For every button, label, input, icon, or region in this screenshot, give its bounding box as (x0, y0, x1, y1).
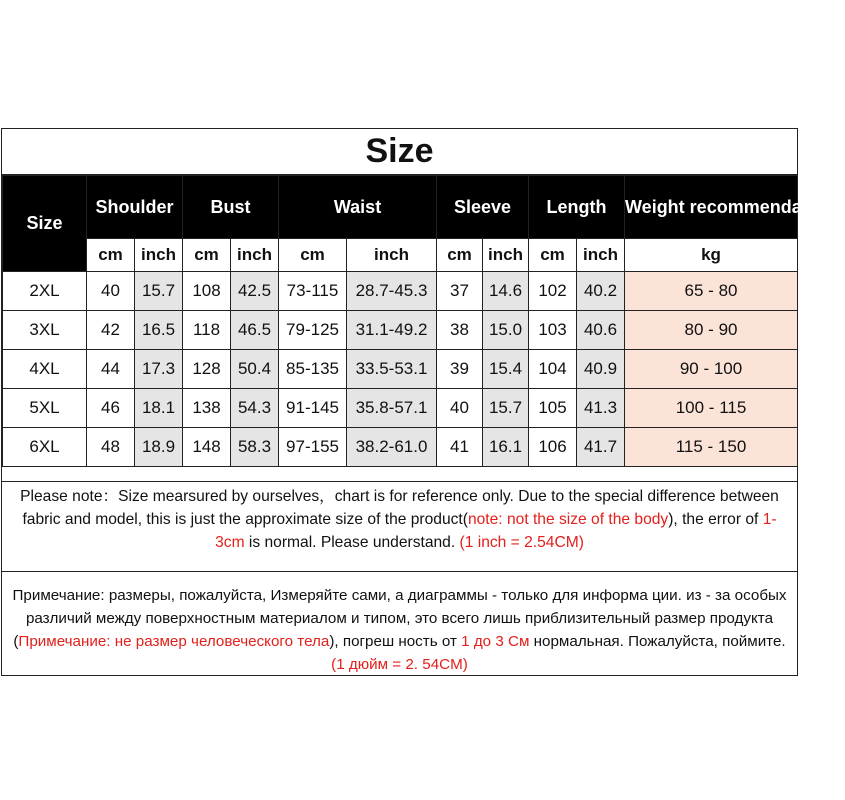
header-length: Length (529, 176, 625, 239)
weight-kg-cell: 90 - 100 (625, 350, 798, 389)
weight-kg-cell: 80 - 90 (625, 311, 798, 350)
waist-inch-cell: 28.7-45.3 (347, 272, 437, 311)
note-highlight: 1-3cm (215, 511, 777, 551)
length-inch-cell: 40.2 (577, 272, 625, 311)
russian-note (2, 571, 797, 675)
waist-inch-cell: 33.5-53.1 (347, 350, 437, 389)
size-cell: 3XL (3, 311, 87, 350)
waist-inch-cell: 35.8-57.1 (347, 389, 437, 428)
english-note (2, 481, 797, 583)
shoulder-cm-cell: 42 (87, 311, 135, 350)
header-weight: Weight recommendations (625, 176, 798, 239)
size-chart (1, 128, 845, 676)
note-highlight: (1 inch = 2.54CM) (459, 534, 584, 551)
bust-inch-cell: 54.3 (231, 389, 279, 428)
header-waist: Waist (279, 176, 437, 239)
bust-cm-cell: 148 (183, 428, 231, 467)
sleeve-inch-cell: 16.1 (483, 428, 529, 467)
weight-kg-cell: 65 - 80 (625, 272, 798, 311)
waist-cm-cell: 79-125 (279, 311, 347, 350)
waist-cm-cell: 91-145 (279, 389, 347, 428)
shoulder-cm-cell: 48 (87, 428, 135, 467)
size-cell: 4XL (3, 350, 87, 389)
unit-inch: inch (347, 239, 437, 272)
shoulder-cm-cell: 46 (87, 389, 135, 428)
header-row (3, 176, 798, 239)
chart-title: Size (2, 129, 797, 175)
sleeve-cm-cell: 40 (437, 389, 483, 428)
shoulder-inch-cell: 16.5 (135, 311, 183, 350)
shoulder-inch-cell: 15.7 (135, 272, 183, 311)
note-highlight: note: not the size of the body (467, 511, 669, 528)
table-row (3, 311, 798, 350)
length-cm-cell: 105 (529, 389, 577, 428)
sleeve-inch-cell: 15.0 (483, 311, 529, 350)
bust-cm-cell: 138 (183, 389, 231, 428)
unit-kg: kg (625, 239, 798, 272)
bust-cm-cell: 118 (183, 311, 231, 350)
header-shoulder: Shoulder (87, 176, 183, 239)
shoulder-inch-cell: 17.3 (135, 350, 183, 389)
size-table (2, 175, 845, 467)
header-sleeve: Sleeve (437, 176, 529, 239)
shoulder-cm-cell: 44 (87, 350, 135, 389)
length-cm-cell: 106 (529, 428, 577, 467)
bust-cm-cell: 108 (183, 272, 231, 311)
unit-cm: cm (437, 239, 483, 272)
sleeve-cm-cell: 37 (437, 272, 483, 311)
length-inch-cell: 41.3 (577, 389, 625, 428)
unit-cm: cm (279, 239, 347, 272)
sleeve-inch-cell: 14.6 (483, 272, 529, 311)
note-highlight: 1 до 3 См (461, 633, 530, 650)
shoulder-cm-cell: 40 (87, 272, 135, 311)
unit-inch: inch (231, 239, 279, 272)
waist-cm-cell: 97-155 (279, 428, 347, 467)
note-text: ), погреш ность от (329, 633, 462, 650)
bust-inch-cell: 46.5 (231, 311, 279, 350)
shoulder-inch-cell: 18.1 (135, 389, 183, 428)
shoulder-inch-cell: 18.9 (135, 428, 183, 467)
unit-inch: inch (577, 239, 625, 272)
sleeve-cm-cell: 41 (437, 428, 483, 467)
waist-inch-cell: 31.1-49.2 (347, 311, 437, 350)
note-text: Примечание: размеры, пожалуйста, Измеряйте сами, а диаграммы - только для информа ции. из - за особых различий между поверхностным материалом и типом, это всего лишь приблизительный размер продукта ( (12, 587, 787, 650)
note-text: нормальная. Пожалуйста, поймите. (529, 633, 786, 650)
bust-inch-cell: 58.3 (231, 428, 279, 467)
weight-kg-cell: 115 - 150 (625, 428, 798, 467)
header-bust: Bust (183, 176, 279, 239)
bust-cm-cell: 128 (183, 350, 231, 389)
note-text: Please note：Size mearsured by ourselves，chart is for reference only. Due to the special difference between fabric and model, this is just the approximate size of the product( (20, 488, 779, 528)
note-text: ), the error of (668, 511, 763, 528)
unit-cm: cm (87, 239, 135, 272)
unit-inch: inch (135, 239, 183, 272)
table-row (3, 272, 798, 311)
bust-inch-cell: 42.5 (231, 272, 279, 311)
length-inch-cell: 40.6 (577, 311, 625, 350)
unit-cm: cm (529, 239, 577, 272)
note-highlight: (1 дюйм = 2. 54CM) (331, 656, 468, 673)
waist-cm-cell: 85-135 (279, 350, 347, 389)
waist-cm-cell: 73-115 (279, 272, 347, 311)
bust-inch-cell: 50.4 (231, 350, 279, 389)
length-cm-cell: 104 (529, 350, 577, 389)
unit-row (3, 239, 798, 272)
table-row (3, 389, 798, 428)
sleeve-cm-cell: 38 (437, 311, 483, 350)
sleeve-inch-cell: 15.4 (483, 350, 529, 389)
size-cell: 6XL (3, 428, 87, 467)
length-inch-cell: 40.9 (577, 350, 625, 389)
unit-inch: inch (483, 239, 529, 272)
unit-cm: cm (183, 239, 231, 272)
size-cell: 2XL (3, 272, 87, 311)
table-row (3, 350, 798, 389)
note-highlight: Примечание: не размер человеческого тела (18, 633, 330, 650)
note-text: is normal. Please understand. (244, 534, 460, 551)
waist-inch-cell: 38.2-61.0 (347, 428, 437, 467)
weight-kg-cell: 100 - 115 (625, 389, 798, 428)
sleeve-cm-cell: 39 (437, 350, 483, 389)
length-cm-cell: 103 (529, 311, 577, 350)
length-cm-cell: 102 (529, 272, 577, 311)
length-inch-cell: 41.7 (577, 428, 625, 467)
table-row (3, 428, 798, 467)
sleeve-inch-cell: 15.7 (483, 389, 529, 428)
header-size: Size (3, 176, 87, 272)
size-cell: 5XL (3, 389, 87, 428)
